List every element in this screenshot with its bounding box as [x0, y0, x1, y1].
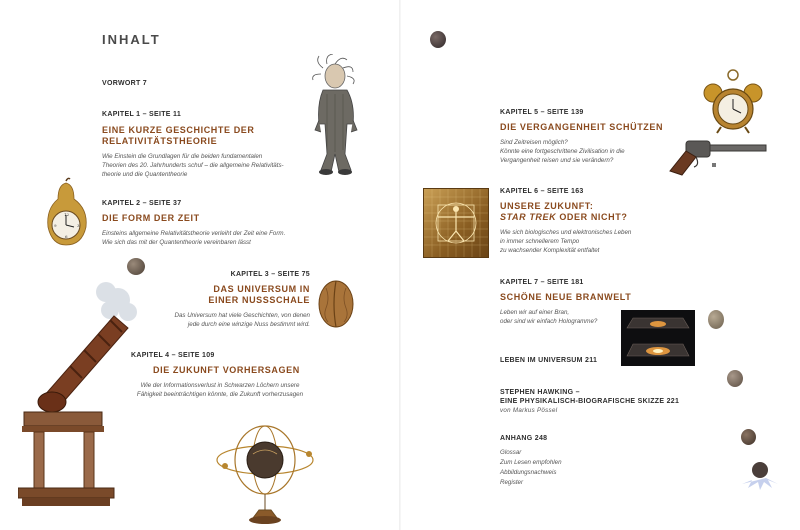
alarm-clock-image: [703, 67, 763, 135]
chapter-6-desc-line-1: Wie sich biologisches und elektronisches Leben: [500, 229, 632, 236]
walnut-image: [316, 278, 356, 330]
chapter-3-description: [120, 311, 310, 329]
chapter-1[interactable]: [102, 111, 322, 179]
anhang-entry[interactable]: [500, 434, 562, 488]
vitruvian-man-icon: [424, 189, 488, 257]
chapter-5-heading: DIE VERGANGENHEIT SCHÜTZEN: [500, 122, 664, 132]
pebble-decoration: [430, 31, 446, 48]
chapter-7-desc-line-2: oder sind wir einfach Hologramme?: [500, 318, 598, 325]
pebble-decoration: [708, 310, 724, 329]
chapter-3-heading-line-2: EINER NUSSSCHALE: [208, 295, 310, 305]
chapter-6-number: KAPITEL 6 – SEITE 163: [500, 188, 584, 195]
chapter-2-desc-line-1: Einsteins allgemeine Relativitätstheorie verleiht der Zeit eine Form.: [102, 230, 286, 237]
chapter-4-heading: DIE ZUKUNFT VORHERSAGEN: [153, 365, 300, 375]
svg-text:12: 12: [64, 212, 70, 217]
hawking-biography-entry[interactable]: [500, 388, 679, 415]
pebble-decoration: [727, 370, 743, 387]
armillary-sphere-image: [213, 414, 321, 526]
chapter-6-heading: [500, 201, 700, 223]
page-title: INHALT: [102, 32, 161, 47]
chapter-7-heading: SCHÖNE NEUE BRANWELT: [500, 292, 632, 302]
hawking-line-2: EINE PHYSIKALISCH-BIOGRAFISCHE SKIZZE 221: [500, 398, 680, 405]
chapter-6-heading-line-1: UNSERE ZUKUNFT:: [500, 201, 594, 211]
anhang-label: ANHANG 248: [500, 435, 548, 442]
svg-text:3: 3: [77, 223, 80, 228]
brane-glow-icon: [621, 310, 695, 366]
chapter-6-heading-suffix: ODER NICHT?: [556, 212, 628, 222]
chapter-6-description: [500, 228, 700, 255]
chapter-5-desc-line-2: Könnte eine fortgeschrittene Zivilisation in die: [500, 148, 625, 155]
chapter-1-desc-line-2: Theorien des 20. Jahrhunderts schuf – die allgemeine Relativitäts-: [102, 162, 284, 169]
chapter-2-description: [102, 229, 332, 247]
page-fold: [399, 0, 401, 530]
chapter-3-desc-line-2: jede durch eine winzige Nuss bestimmt wird.: [187, 321, 310, 328]
chapter-6[interactable]: [500, 188, 700, 255]
chapter-3-desc-line-1: Das Universum hat viele Geschichten, von denen: [174, 312, 310, 319]
chapter-1-desc-line-3: theorie und die Quantentheorie: [102, 171, 188, 178]
hawking-author: von Markus Pössel: [500, 407, 558, 414]
anhang-item[interactable]: Register: [500, 479, 524, 486]
brane-world-image: [621, 310, 695, 366]
chapter-6-desc-line-2: in immer schnellerem Tempo: [500, 238, 580, 245]
chapter-5-desc-line-1: Sind Zeitreisen möglich?: [500, 139, 568, 146]
chapter-3-heading-line-1: DAS UNIVERSUM IN: [213, 284, 310, 294]
chapter-5-desc-line-3: Vergangenheit reisen und sie verändern?: [500, 157, 614, 164]
pear-clock-image: [40, 177, 92, 249]
chapter-6-desc-line-3: zu wachsender Komplexität entfaltet: [500, 247, 600, 254]
chapter-2[interactable]: [102, 200, 332, 247]
leben-im-universum-entry[interactable]: LEBEN IM UNIVERSUM 211: [500, 357, 598, 364]
chapter-2-heading: DIE FORM DER ZEIT: [102, 213, 200, 223]
chapter-7-number: KAPITEL 7 – SEITE 181: [500, 279, 584, 286]
anhang-items: [500, 448, 562, 488]
chapter-1-heading-line-1: EINE KURZE GESCHICHTE DER: [102, 125, 255, 135]
splashing-pebble-image: [740, 460, 780, 492]
chapter-1-heading-line-2: RELATIVITÄTSTHEORIE: [102, 136, 218, 146]
chapter-1-heading: [102, 125, 322, 147]
chapter-1-description: [102, 152, 322, 179]
chapter-4-desc-line-2: Fähigkeit beeinträchtigen könnte, die Zukunft vorherzusagen: [136, 391, 304, 398]
vitruvian-man-panel-image: [423, 188, 489, 258]
star-trek-title: STAR TREK: [500, 212, 557, 222]
chapter-1-number: KAPITEL 1 – SEITE 11: [102, 111, 182, 118]
anhang-item[interactable]: Zum Lesen empfohlen: [500, 459, 562, 466]
cannon-image: [18, 278, 138, 508]
anhang-item[interactable]: Glossar: [500, 449, 522, 456]
chapter-2-number: KAPITEL 2 – SEITE 37: [102, 200, 182, 207]
anhang-item[interactable]: Abbildungsnachweis: [500, 469, 557, 476]
chapter-6-heading-line-2: [500, 212, 700, 223]
chapter-2-desc-line-2: Wie sich das mit der Quantentheorie vereinbaren lässt: [102, 239, 251, 246]
vorwort-entry[interactable]: VORWORT 7: [102, 80, 147, 87]
chapter-5-number: KAPITEL 5 – SEITE 139: [500, 109, 584, 116]
chapter-3-number: KAPITEL 3 – SEITE 75: [230, 271, 310, 278]
chapter-4-desc-line-1: Wie der Informationsverlust in Schwarzen Löchern unsere: [140, 382, 300, 389]
pebble-decoration: [127, 258, 145, 275]
einstein-figure-image: [305, 54, 365, 178]
svg-text:9: 9: [54, 223, 57, 228]
chapter-1-desc-line-1: Wie Einstein die Grundlagen für die beiden fundamentalen: [102, 153, 263, 160]
pebble-decoration: [741, 429, 756, 445]
svg-text:6: 6: [65, 234, 68, 239]
chapter-4-number: KAPITEL 4 – SEITE 109: [131, 352, 215, 359]
hawking-line-1: STEPHEN HAWKING –: [500, 389, 580, 396]
chapter-7-desc-line-1: Leben wir auf einer Bran,: [500, 309, 570, 316]
chapter-3-heading: [120, 284, 310, 306]
chapter-3[interactable]: [120, 271, 310, 329]
revolver-image: [656, 137, 768, 179]
